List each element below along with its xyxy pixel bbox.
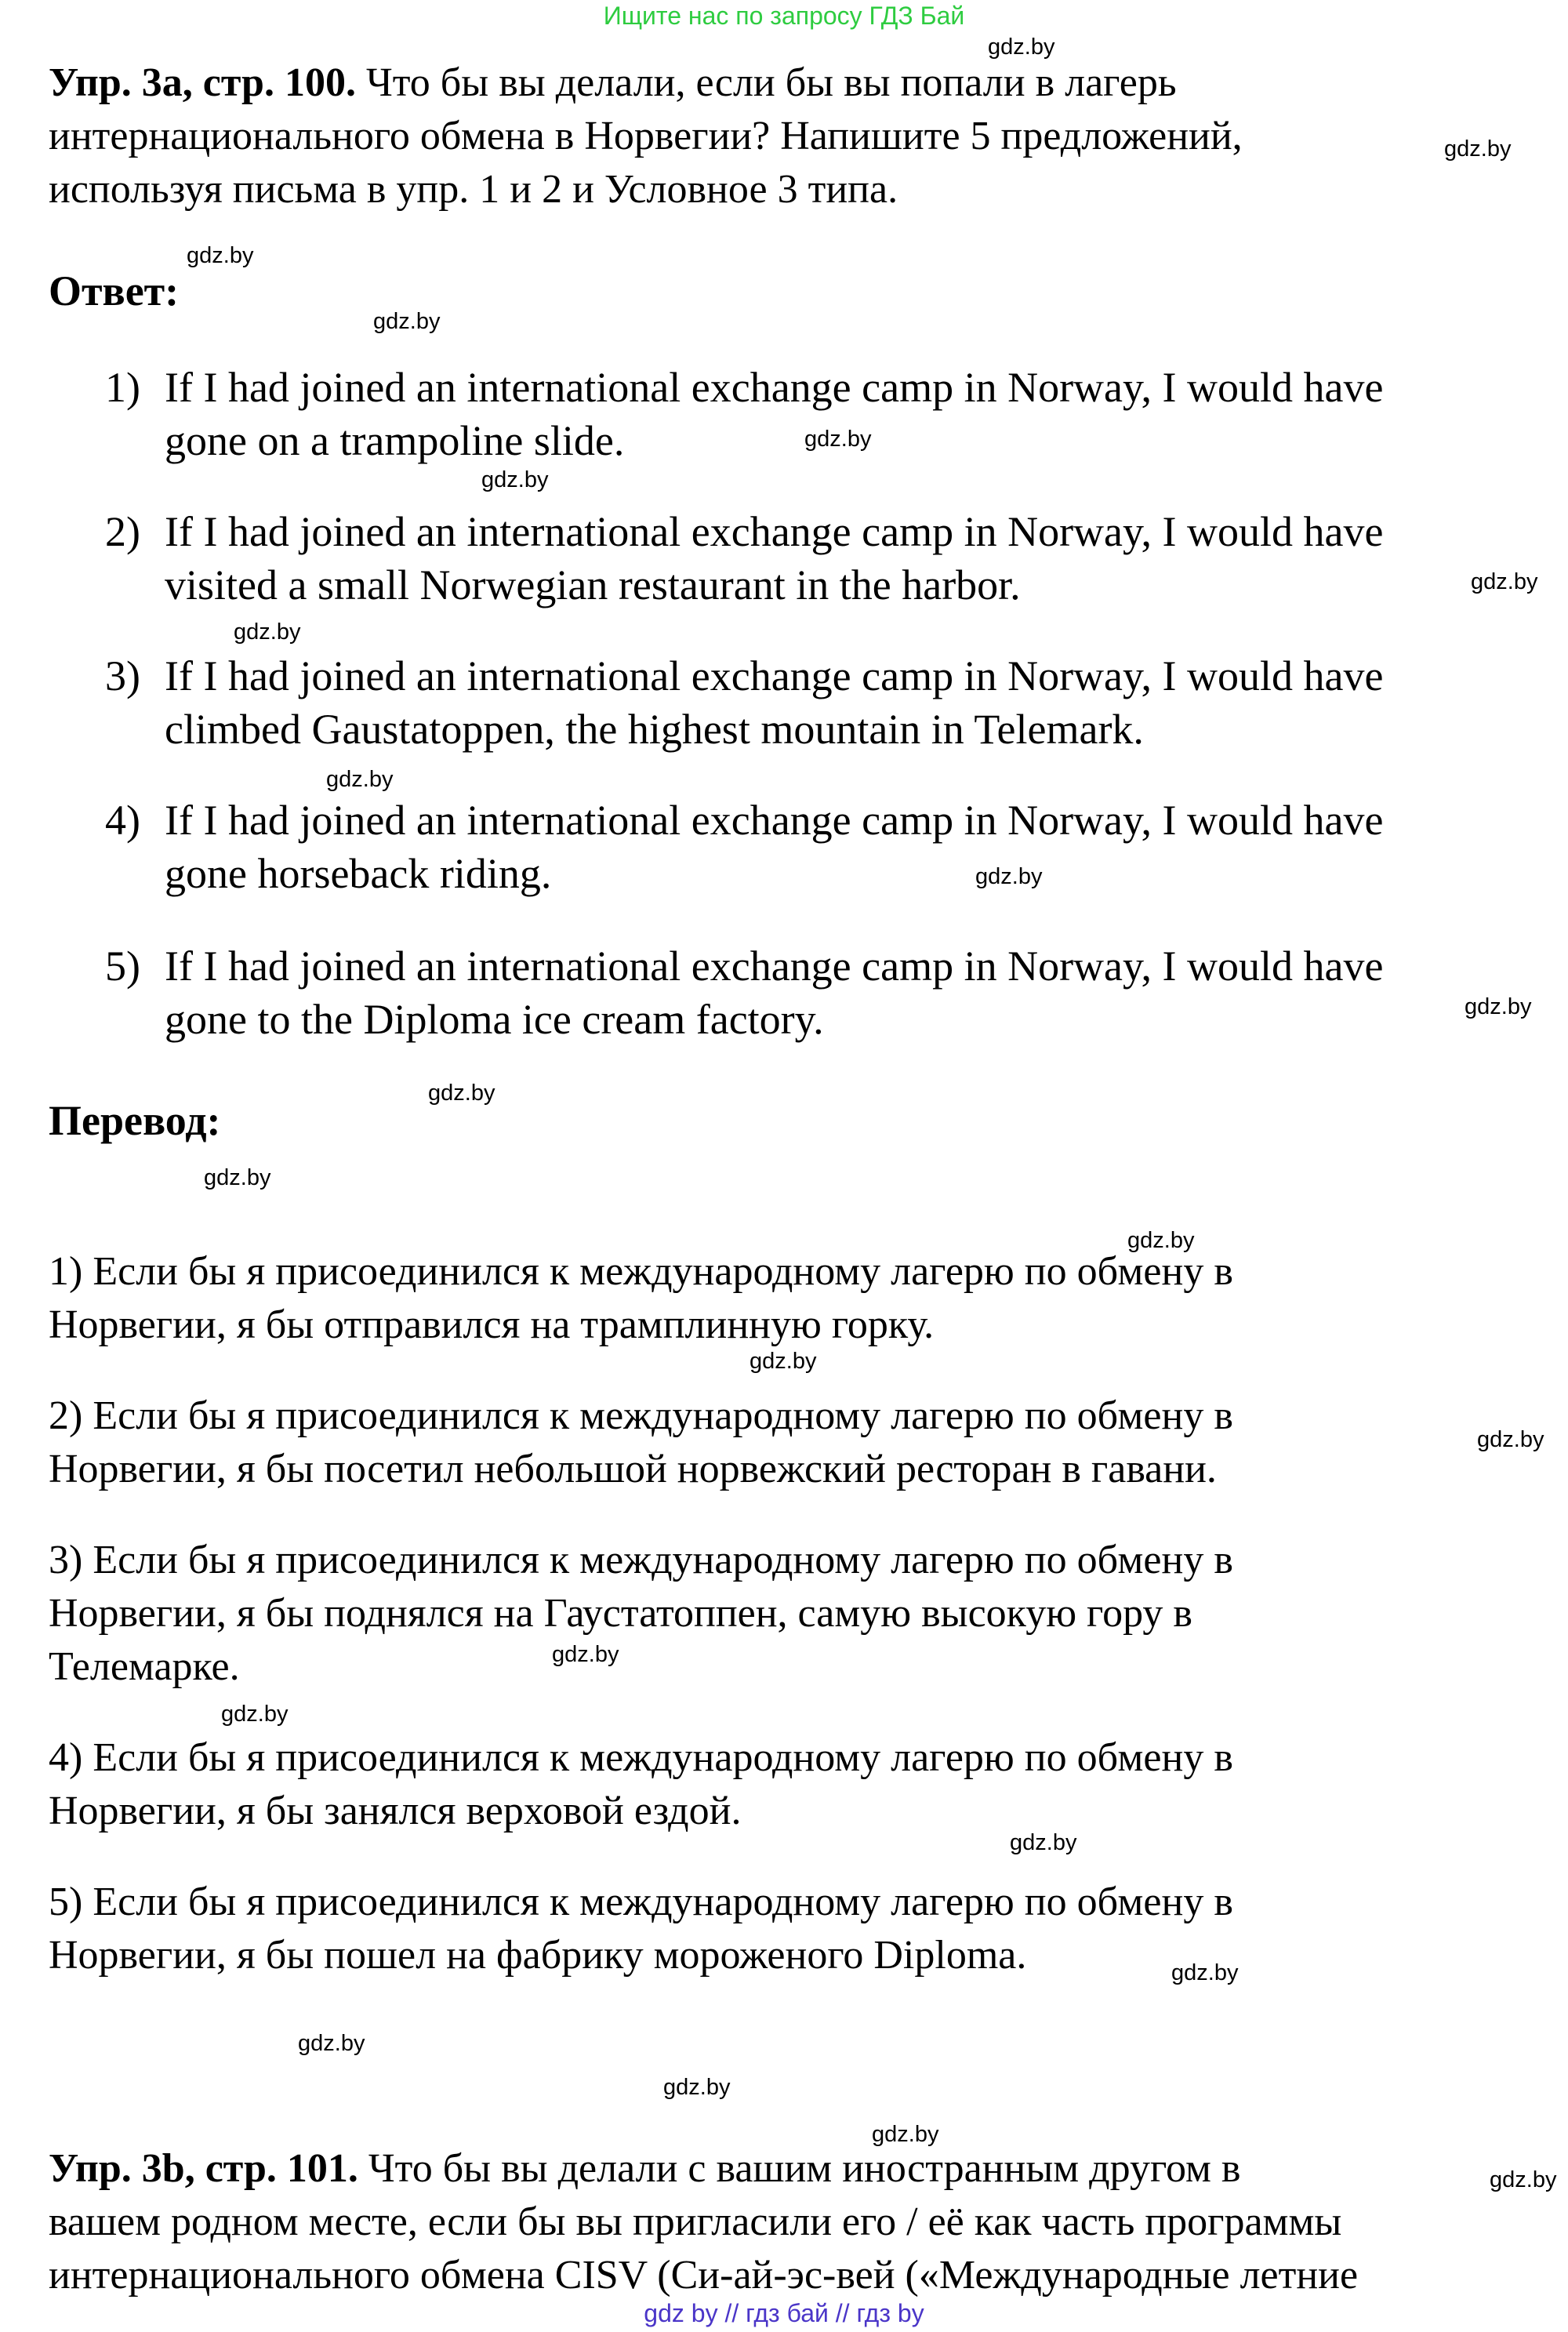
translation-line: Норвегии, я бы посетил небольшой норвежский ресторан в гавани. xyxy=(49,1447,1217,1491)
answer-line: If I had joined an international exchange camp in Norway, I would have xyxy=(165,508,1384,555)
translation-line: Норвегии, я бы поднялся на Гаустатоппен, самую высокую гору в xyxy=(49,1591,1192,1636)
watermark: gdz.by xyxy=(804,427,872,452)
task-3a-text: Что бы вы делали, если бы вы попали в лагерь xyxy=(365,60,1177,105)
task-3a-line-1 xyxy=(49,56,1177,110)
translation-line: 5) Если бы я присоединился к международному лагерю по обмену в xyxy=(49,1880,1233,1924)
answer-line: If I had joined an international exchange camp in Norway, I would have xyxy=(165,652,1384,699)
top-banner: Ищите нас по запросу ГДЗ Бай xyxy=(603,2,965,30)
watermark: gdz.by xyxy=(1477,1427,1544,1452)
translation-line: Норвегии, я бы занялся верховой ездой. xyxy=(49,1789,742,1833)
task-3a-line-3: используя письма в упр. 1 и 2 и Условное 3 типа. xyxy=(49,167,898,212)
answer-line: visited a small Norwegian restaurant in the harbor. xyxy=(165,561,1021,608)
watermark: gdz.by xyxy=(187,243,254,268)
task-3b-line-3: интернационального обмена CISV (Си-ай-эс-вей («Международные летние xyxy=(49,2253,1359,2297)
watermark: gdz.by xyxy=(1471,569,1538,594)
answer-number: 1) xyxy=(105,364,140,411)
bottom-banner: gdz by // гдз бай // гдз by xyxy=(644,2299,924,2327)
watermark: gdz.by xyxy=(1127,1228,1195,1253)
answer-number: 5) xyxy=(105,943,140,990)
answer-line: gone on a trampoline slide. xyxy=(165,417,625,464)
answer-line: gone to the Diploma ice cream factory. xyxy=(165,996,824,1043)
translation-heading: Перевод: xyxy=(49,1097,221,1144)
watermark: gdz.by xyxy=(1490,2167,1557,2192)
watermark: gdz.by xyxy=(750,1349,817,1374)
answer-number: 3) xyxy=(105,652,140,699)
watermark: gdz.by xyxy=(552,1642,619,1667)
watermark: gdz.by xyxy=(663,2075,731,2100)
watermark: gdz.by xyxy=(975,864,1043,889)
task-3a-line-2: интернационального обмена в Норвегии? Напишите 5 предложений, xyxy=(49,114,1243,158)
task-3b-line-2: вашем родном месте, если бы вы пригласили его / её как часть программы xyxy=(49,2199,1342,2244)
translation-line: Норвегии, я бы пошел на фабрику мороженого Diploma. xyxy=(49,1933,1027,1978)
watermark: gdz.by xyxy=(204,1165,271,1190)
watermark: gdz.by xyxy=(234,619,301,645)
translation-line: Телемарке. xyxy=(49,1644,240,1689)
translation-line: 3) Если бы я присоединился к международному лагерю по обмену в xyxy=(49,1538,1233,1582)
task-3b-text: Что бы вы делали с вашим иностранным другом в xyxy=(368,2146,1241,2191)
watermark: gdz.by xyxy=(326,767,394,792)
task-3a-label: Упр. 3a, стр. 100. xyxy=(49,60,356,105)
answer-number: 2) xyxy=(105,508,140,555)
watermark: gdz.by xyxy=(298,2031,365,2056)
watermark: gdz.by xyxy=(373,309,441,334)
answer-line: climbed Gaustatoppen, the highest mountain in Telemark. xyxy=(165,706,1144,753)
answer-line: If I had joined an international exchange camp in Norway, I would have xyxy=(165,943,1384,990)
watermark: gdz.by xyxy=(221,1702,289,1727)
task-3b-label: Упр. 3b, стр. 101. xyxy=(49,2146,358,2191)
watermark: gdz.by xyxy=(1465,994,1532,1019)
translation-line: 4) Если бы я присоединился к международному лагерю по обмену в xyxy=(49,1735,1233,1780)
watermark: gdz.by xyxy=(1171,1960,1239,1985)
task-3b-line-1 xyxy=(49,2142,1240,2196)
answer-number: 4) xyxy=(105,797,140,844)
answer-line: If I had joined an international exchange camp in Norway, I would have xyxy=(165,364,1384,411)
answer-heading: Ответ: xyxy=(49,267,180,314)
translation-line: 1) Если бы я присоединился к международному лагерю по обмену в xyxy=(49,1249,1233,1294)
translation-line: Норвегии, я бы отправился на трамплинную горку. xyxy=(49,1302,935,1347)
watermark: gdz.by xyxy=(1010,1830,1077,1855)
answer-line: gone horseback riding. xyxy=(165,850,552,897)
answer-line: If I had joined an international exchange camp in Norway, I would have xyxy=(165,797,1384,844)
watermark: gdz.by xyxy=(1444,136,1512,162)
watermark: gdz.by xyxy=(481,467,549,492)
watermark: gdz.by xyxy=(988,35,1055,60)
watermark: gdz.by xyxy=(872,2122,939,2147)
watermark: gdz.by xyxy=(428,1081,495,1106)
translation-line: 2) Если бы я присоединился к международному лагерю по обмену в xyxy=(49,1393,1233,1438)
